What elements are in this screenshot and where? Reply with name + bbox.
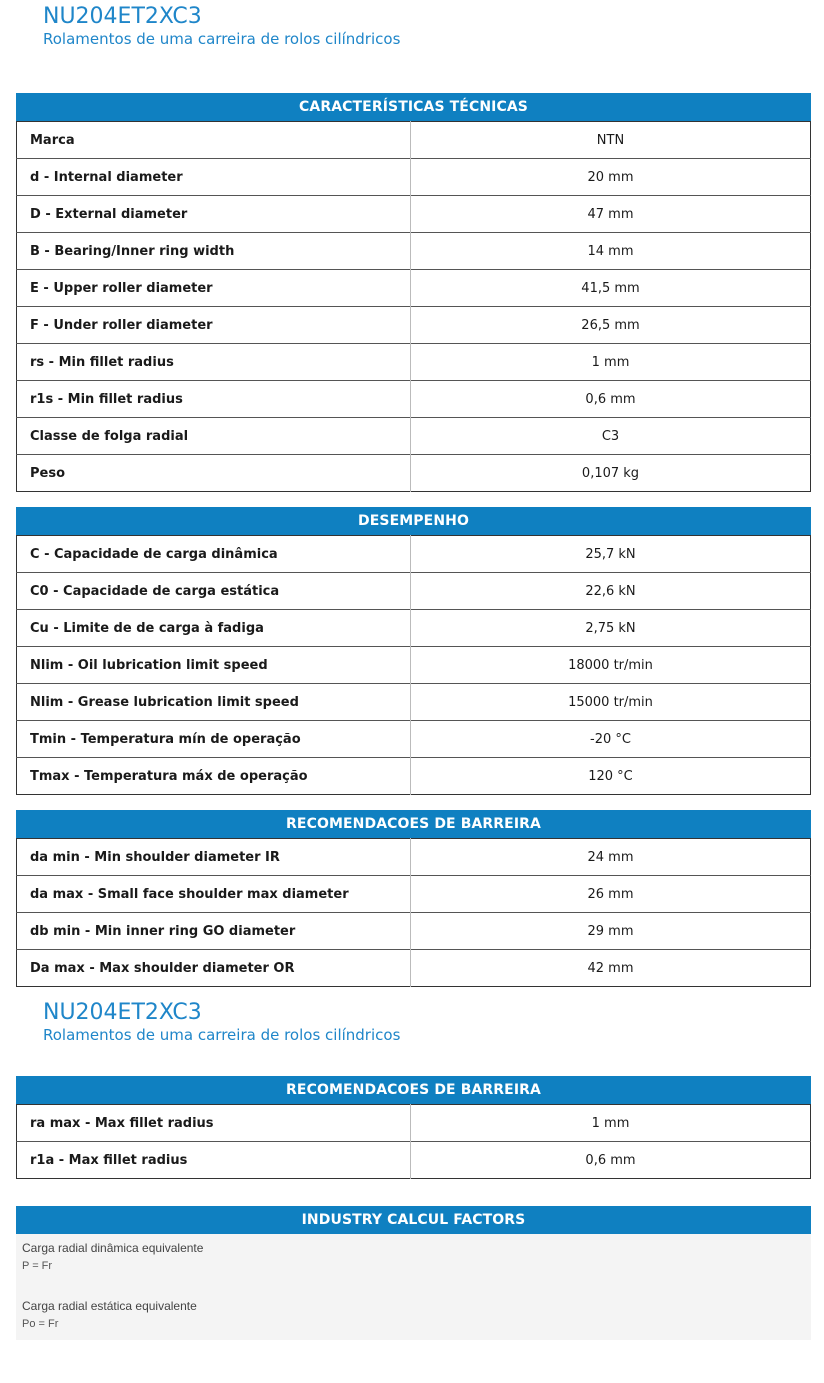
spec-label: Nlim - Grease lubrication limit speed (17, 684, 411, 721)
table-row (17, 839, 811, 876)
product-title: NU204ET2XC3 (43, 1000, 202, 1025)
table-row (17, 610, 811, 647)
spec-label: Tmin - Temperatura mín de operação (17, 721, 411, 758)
table-row (17, 159, 811, 196)
spec-value: C3 (411, 418, 811, 455)
product-subtitle: Rolamentos de uma carreira de rolos cilíndricos (43, 1026, 401, 1044)
spec-label: B - Bearing/Inner ring width (17, 233, 411, 270)
barrier-heading-2: RECOMENDACOES DE BARREIRA (16, 1076, 811, 1104)
spec-label: Cu - Limite de de carga à fadiga (17, 610, 411, 647)
product-title: NU204ET2XC3 (43, 4, 202, 29)
spec-value: 18000 tr/min (411, 647, 811, 684)
spec-label: r1a - Max fillet radius (17, 1142, 411, 1179)
table-row (17, 536, 811, 573)
spec-label: Da max - Max shoulder diameter OR (17, 950, 411, 987)
spec-label: Classe de folga radial (17, 418, 411, 455)
perf-section (16, 507, 811, 795)
calc-section (16, 1206, 811, 1340)
spec-value: 15000 tr/min (411, 684, 811, 721)
calc-title: Carga radial estática equivalente (22, 1299, 197, 1313)
table-row (17, 381, 811, 418)
calc-formula: Po = Fr (22, 1318, 59, 1330)
perf-heading: DESEMPENHO (16, 507, 811, 535)
barrier-section-1 (16, 810, 811, 987)
table-row (17, 950, 811, 987)
spec-label: Tmax - Temperatura máx de operação (17, 758, 411, 795)
spec-label: db min - Min inner ring GO diameter (17, 913, 411, 950)
spec-label: C0 - Capacidade de carga estática (17, 573, 411, 610)
spec-label: r1s - Min fillet radius (17, 381, 411, 418)
spec-value: 120 °C (411, 758, 811, 795)
table-row (17, 913, 811, 950)
perf-table (16, 535, 811, 795)
spec-value: -20 °C (411, 721, 811, 758)
calc-heading: INDUSTRY CALCUL FACTORS (16, 1206, 811, 1234)
table-row (17, 684, 811, 721)
barrier-section-2 (16, 1076, 811, 1179)
spec-value: 26 mm (411, 876, 811, 913)
spec-value: 2,75 kN (411, 610, 811, 647)
spec-value: 1 mm (411, 344, 811, 381)
product-subtitle: Rolamentos de uma carreira de rolos cilíndricos (43, 30, 401, 48)
spec-value: 0,6 mm (411, 1142, 811, 1179)
spec-label: C - Capacidade de carga dinâmica (17, 536, 411, 573)
spec-label: da min - Min shoulder diameter IR (17, 839, 411, 876)
spec-value: 47 mm (411, 196, 811, 233)
spec-label: Marca (17, 122, 411, 159)
tech-section (16, 93, 811, 492)
calc-title: Carga radial dinâmica equivalente (22, 1241, 204, 1255)
barrier-table-2 (16, 1104, 811, 1179)
spec-label: D - External diameter (17, 196, 411, 233)
spec-value: 0,6 mm (411, 381, 811, 418)
table-row (17, 1105, 811, 1142)
spec-value: 41,5 mm (411, 270, 811, 307)
table-row (17, 344, 811, 381)
spec-label: rs - Min fillet radius (17, 344, 411, 381)
spec-value: 25,7 kN (411, 536, 811, 573)
barrier-heading-1: RECOMENDACOES DE BARREIRA (16, 810, 811, 838)
spec-label: ra max - Max fillet radius (17, 1105, 411, 1142)
table-row (17, 1142, 811, 1179)
spec-label: F - Under roller diameter (17, 307, 411, 344)
table-row (17, 758, 811, 795)
spec-value: 24 mm (411, 839, 811, 876)
table-row (17, 876, 811, 913)
spec-label: Peso (17, 455, 411, 492)
spec-value: 26,5 mm (411, 307, 811, 344)
spec-label: E - Upper roller diameter (17, 270, 411, 307)
table-row (17, 721, 811, 758)
table-row (17, 196, 811, 233)
barrier-table-1 (16, 838, 811, 987)
table-row (17, 647, 811, 684)
table-row (17, 233, 811, 270)
spec-value: 14 mm (411, 233, 811, 270)
spec-label: d - Internal diameter (17, 159, 411, 196)
page-header-2 (43, 1000, 400, 1044)
spec-value: 22,6 kN (411, 573, 811, 610)
tech-heading: CARACTERÍSTICAS TÉCNICAS (16, 93, 811, 121)
tech-table (16, 121, 811, 492)
spec-label: da max - Small face shoulder max diameter (17, 876, 411, 913)
calc-box (16, 1234, 811, 1340)
spec-label: Nlim - Oil lubrication limit speed (17, 647, 411, 684)
page-header-1 (43, 4, 400, 48)
spec-value: NTN (411, 122, 811, 159)
table-row (17, 573, 811, 610)
table-row (17, 122, 811, 159)
spec-value: 20 mm (411, 159, 811, 196)
spec-value: 0,107 kg (411, 455, 811, 492)
spec-value: 1 mm (411, 1105, 811, 1142)
spec-value: 29 mm (411, 913, 811, 950)
spec-value: 42 mm (411, 950, 811, 987)
table-row (17, 418, 811, 455)
table-row (17, 270, 811, 307)
table-row (17, 307, 811, 344)
calc-formula: P = Fr (22, 1260, 53, 1272)
table-row (17, 455, 811, 492)
